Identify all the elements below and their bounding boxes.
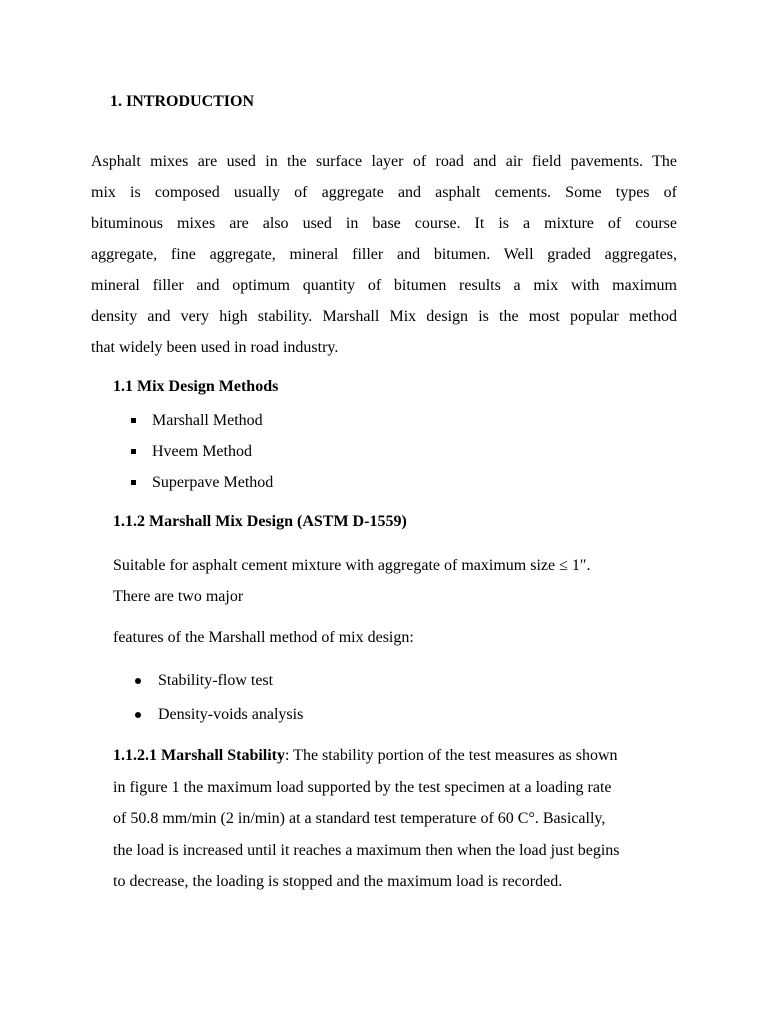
list-item-label: Hveem Method (152, 443, 252, 460)
section-heading-marshall-mix-design (113, 513, 407, 531)
paragraph-line: Asphalt mixes are used in the surface layer of road and air field pavements. The (91, 153, 677, 170)
list-item (131, 436, 273, 467)
paragraph-text: : The stability portion of the test measures as shown (285, 747, 618, 764)
list-item (131, 405, 273, 436)
list-item-label: Stability-flow test (158, 672, 274, 689)
paragraph-line: in figure 1 the maximum load supported by the test specimen at a loading rate (113, 778, 612, 796)
square-bullet-icon (131, 418, 136, 423)
marshall-description-line: There are two major (113, 588, 244, 605)
list-item-label: Marshall Method (152, 412, 263, 429)
marshall-features-list (135, 664, 303, 732)
list-item (135, 698, 303, 732)
paragraph-line (113, 740, 620, 772)
marshall-description-line: features of the Marshall method of mix design: (113, 629, 414, 646)
paragraph-line: mix is composed usually of aggregate and asphalt cements. Some types of (91, 184, 677, 201)
list-item (131, 467, 273, 498)
paragraph-line: that widely been used in road industry. (91, 339, 339, 356)
section-title: 1.1 Mix Design Methods (113, 378, 279, 395)
paragraph-line: the load is increased until it reaches a maximum then when the load just begins (113, 841, 620, 859)
section-heading-introduction: 1. INTRODUCTION (110, 93, 255, 110)
introduction-paragraph (91, 146, 677, 363)
square-bullet-icon (131, 449, 136, 454)
section-title: 1.1.2.1 Marshall Stability (113, 747, 286, 764)
list-item-label: Density-voids analysis (158, 706, 304, 723)
marshall-description-line: Suitable for asphalt cement mixture with aggregate of maximum size ≤ 1″. (113, 557, 591, 574)
paragraph-line: bituminous mixes are also used in base course. It is a mixture of course (91, 215, 677, 232)
marshall-stability-paragraph (113, 740, 620, 898)
round-bullet-icon (135, 712, 141, 718)
round-bullet-icon (135, 678, 141, 684)
paragraph-line: to decrease, the loading is stopped and the maximum load is recorded. (113, 873, 563, 890)
square-bullet-icon (131, 480, 136, 485)
paragraph-line: of 50.8 mm/min (2 in/min) at a standard test temperature of 60 C°. Basically, (113, 810, 606, 827)
paragraph-line: aggregate, fine aggregate, mineral filler and bitumen. Well graded aggregates, (91, 246, 677, 263)
section-heading-mix-design-methods (113, 378, 278, 396)
section-title-standard: (ASTM D-1559) (293, 513, 407, 530)
section-title: 1.1.2 Marshall Mix Design (113, 513, 293, 530)
list-item (135, 664, 303, 698)
list-item-label: Superpave Method (152, 474, 274, 491)
paragraph-line: mineral filler and optimum quantity of bitumen results a mix with maximum (91, 277, 677, 294)
mix-design-methods-list (131, 405, 273, 498)
paragraph-line: density and very high stability. Marshall Mix design is the most popular method (91, 308, 677, 325)
